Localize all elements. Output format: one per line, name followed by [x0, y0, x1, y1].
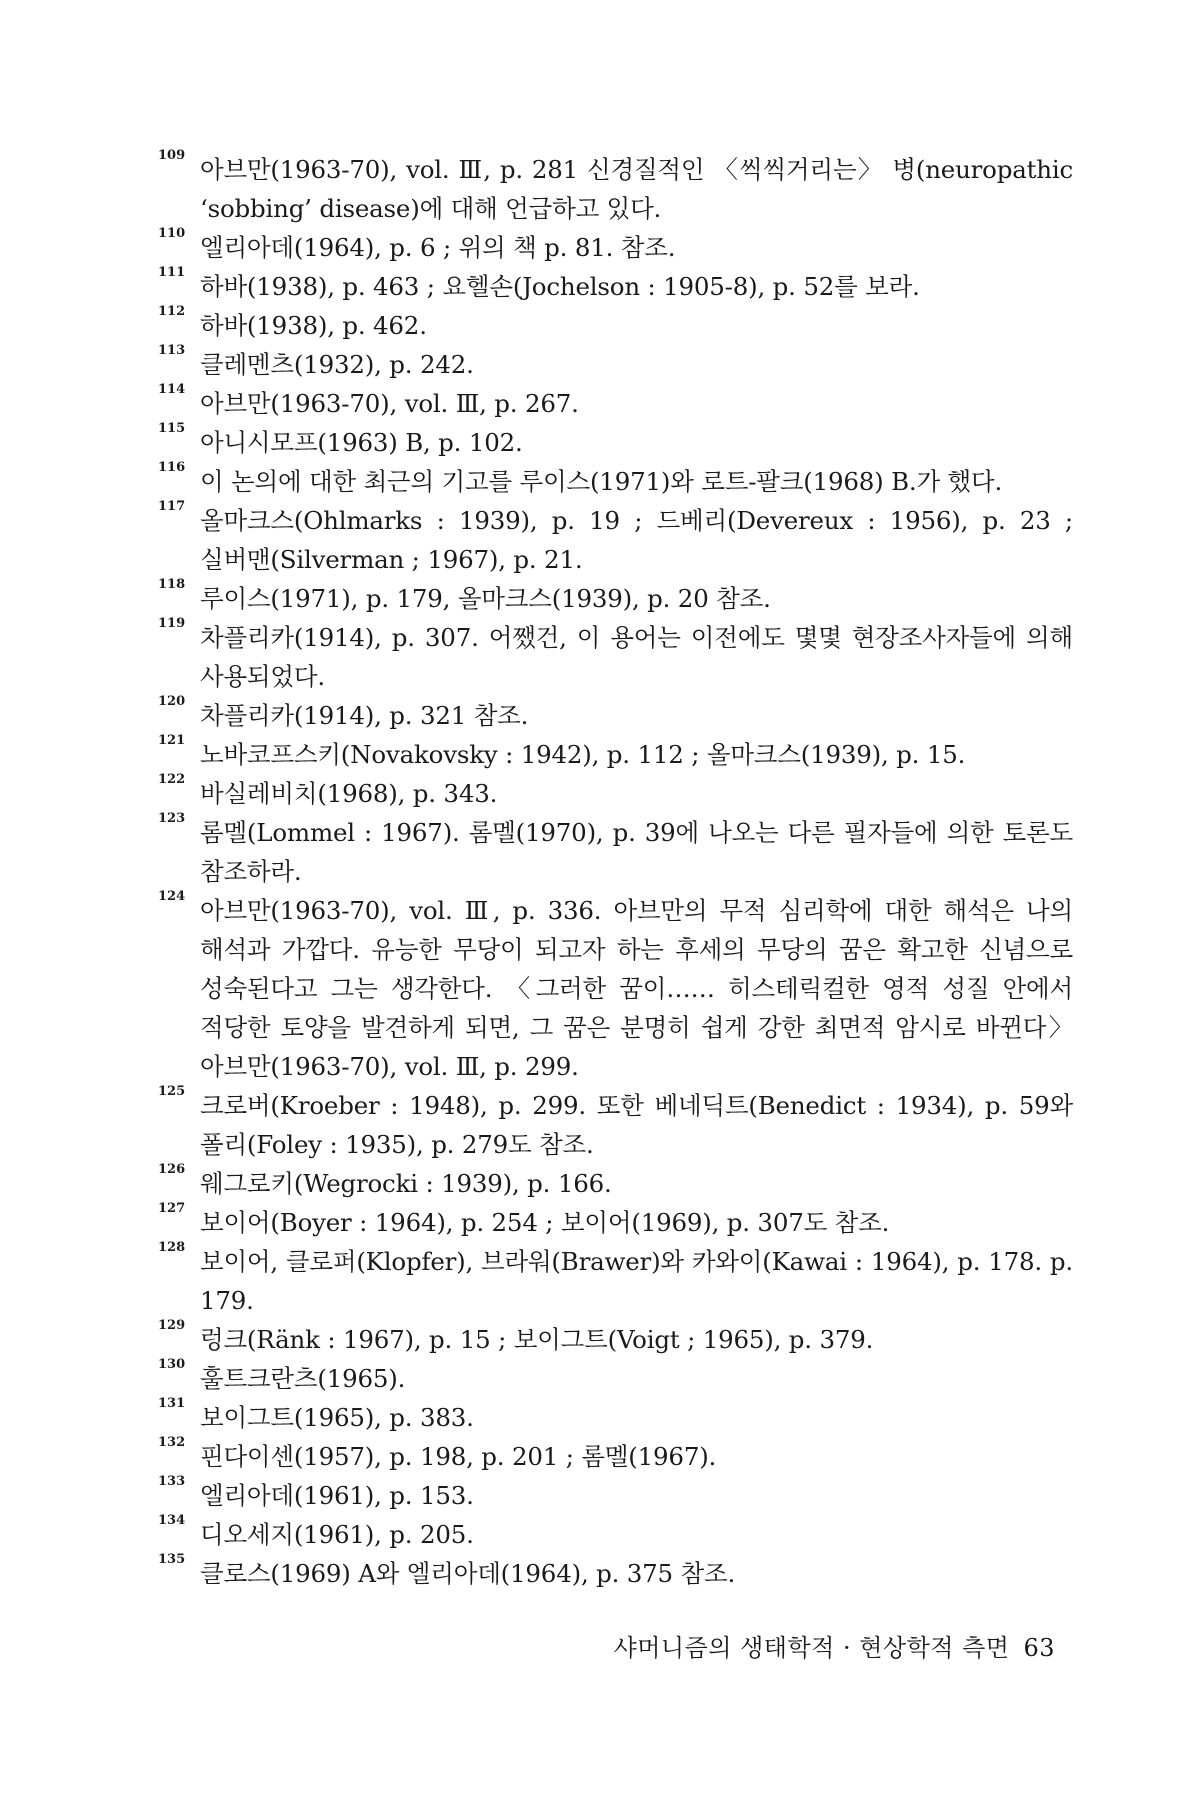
endnote-text: 렁크(Ränk : 1967), p. 15 ; 보이그트(Voigt ; 1965), p. 379.: [200, 1325, 874, 1354]
endnote: [158, 735, 1073, 774]
endnote-number: 113: [158, 343, 186, 358]
endnote-text: 핀다이센(1957), p. 198, p. 201 ; 롬멜(1967).: [200, 1442, 717, 1471]
endnote-text: 하바(1938), p. 462.: [200, 311, 427, 340]
endnote-text: 아브만(1963-70), vol. Ⅲ, p. 267.: [200, 389, 579, 418]
endnote-text: 루이스(1971), p. 179, 올마크스(1939), p. 20 참조.: [200, 584, 771, 613]
endnote-number: 133: [158, 1474, 186, 1489]
endnote-number: 111: [158, 265, 186, 280]
endnote: [158, 579, 1073, 618]
endnote-number: 130: [158, 1357, 186, 1372]
endnote: [158, 1320, 1073, 1359]
endnote-text: 훌트크란츠(1965).: [200, 1364, 406, 1393]
endnote: [158, 345, 1073, 384]
endnote: [158, 1164, 1073, 1203]
endnote: [158, 696, 1073, 735]
footer-title: 샤머니즘의 생태학적 · 현상학적 측면: [613, 1634, 1010, 1662]
endnote: [158, 1242, 1073, 1320]
endnote-number: 117: [158, 499, 186, 514]
endnote-number: 135: [158, 1552, 186, 1567]
endnote-text: 엘리아데(1964), p. 6 ; 위의 책 p. 81. 참조.: [200, 233, 676, 262]
endnote-text: 차플리카(1914), p. 321 참조.: [200, 701, 529, 730]
endnote: [158, 1359, 1073, 1398]
endnote-text: 아브만(1963-70), vol. Ⅲ, p. 336. 아브만의 무적 심리학에 대한 해석은 나의 해석과 가깝다. 유능한 무당이 되고자 하는 후세의 무당의 꿈은 확고한 신념으로 성숙된다고 그는 생각한다. 〈그러한 꿈이…… 히스테릭컬한 영적 성질 안에서 적당한 토양을 발견하게 되면, 그 꿈은 분명히 쉽게 강한 최면적 암시로 바뀐다〉 아브만(1963-70), vol. Ⅲ, p. 299.: [200, 896, 1073, 1081]
endnote-text: 차플리카(1914), p. 307. 어쨌건, 이 용어는 이전에도 몇몇 현장조사자들에 의해 사용되었다.: [200, 623, 1073, 691]
endnote-number: 112: [158, 304, 186, 319]
endnote: [158, 1554, 1073, 1593]
endnote-number: 125: [158, 1084, 186, 1099]
endnote-number: 124: [158, 889, 186, 904]
endnote-number: 132: [158, 1435, 186, 1450]
endnote-text: 올마크스(Ohlmarks : 1939), p. 19 ; 드베리(Devereux : 1956), p. 23 ; 실버맨(Silverman ; 1967), p. 21.: [200, 506, 1073, 574]
endnote-text: 하바(1938), p. 463 ; 요헬손(Jochelson : 1905-8), p. 52를 보라.: [200, 272, 920, 301]
endnote-text: 이 논의에 대한 최근의 기고를 루이스(1971)와 로트-팔크(1968) B.가 했다.: [200, 467, 1003, 496]
endnote-number: 120: [158, 694, 186, 709]
endnote: [158, 774, 1073, 813]
endnote-text: 디오세지(1961), p. 205.: [200, 1520, 474, 1549]
endnote-text: 웨그로키(Wegrocki : 1939), p. 166.: [200, 1169, 612, 1198]
endnote: [158, 501, 1073, 579]
endnote-text: 엘리아데(1961), p. 153.: [200, 1481, 474, 1510]
endnote: [158, 813, 1073, 891]
endnote-number: 119: [158, 616, 186, 631]
endnote-number: 123: [158, 811, 186, 826]
endnote-number: 134: [158, 1513, 186, 1528]
endnote-text: 보이어, 클로퍼(Klopfer), 브라워(Brawer)와 카와이(Kawai : 1964), p. 178. p. 179.: [200, 1247, 1073, 1315]
endnote: [158, 1515, 1073, 1554]
endnote-number: 110: [158, 226, 186, 241]
endnote: [158, 1086, 1073, 1164]
endnote: [158, 384, 1073, 423]
endnote: [158, 150, 1073, 228]
endnote: [158, 306, 1073, 345]
endnote-number: 114: [158, 382, 186, 397]
endnote-number: 121: [158, 733, 186, 748]
endnote-text: 아브만(1963-70), vol. Ⅲ, p. 281 신경질적인 〈씩씩거리는〉 병(neuropathic ‘sobbing’ disease)에 대해 언급하고 있다.: [200, 155, 1073, 223]
endnote-number: 131: [158, 1396, 186, 1411]
endnote-number: 122: [158, 772, 186, 787]
endnote: [158, 462, 1073, 501]
endnote-text: 롬멜(Lommel : 1967). 롬멜(1970), p. 39에 나오는 다른 필자들에 의한 토론도 참조하라.: [200, 818, 1073, 886]
endnote-number: 127: [158, 1201, 186, 1216]
endnote: [158, 618, 1073, 696]
page-number: 63: [1023, 1634, 1055, 1662]
endnote-number: 118: [158, 577, 186, 592]
endnote: [158, 267, 1073, 306]
endnote-number: 109: [158, 148, 186, 163]
endnote-text: 클레멘츠(1932), p. 242.: [200, 350, 474, 379]
endnote-text: 크로버(Kroeber : 1948), p. 299. 또한 베네딕트(Benedict : 1934), p. 59와 폴리(Foley : 1935), p. 279도 참조.: [200, 1091, 1073, 1159]
endnote-number: 116: [158, 460, 186, 475]
endnote-text: 노바코프스키(Novakovsky : 1942), p. 112 ; 올마크스(1939), p. 15.: [200, 740, 966, 769]
running-footer: [614, 1628, 1055, 1663]
endnote-number: 126: [158, 1162, 186, 1177]
endnote-text: 클로스(1969) A와 엘리아데(1964), p. 375 참조.: [200, 1559, 736, 1588]
endnote-number: 129: [158, 1318, 186, 1333]
endnote-text: 바실레비치(1968), p. 343.: [200, 779, 498, 808]
endnote: [158, 1476, 1073, 1515]
endnote: [158, 1398, 1073, 1437]
endnote: [158, 1437, 1073, 1476]
endnote-text: 아니시모프(1963) B, p. 102.: [200, 428, 523, 457]
endnote-text: 보이어(Boyer : 1964), p. 254 ; 보이어(1969), p. 307도 참조.: [200, 1208, 890, 1237]
endnotes-list: [158, 150, 1073, 1593]
endnote: [158, 228, 1073, 267]
endnote-number: 128: [158, 1240, 186, 1255]
endnote-text: 보이그트(1965), p. 383.: [200, 1403, 474, 1432]
endnote: [158, 1203, 1073, 1242]
endnote-number: 115: [158, 421, 186, 436]
endnote: [158, 891, 1073, 1086]
endnote: [158, 423, 1073, 462]
